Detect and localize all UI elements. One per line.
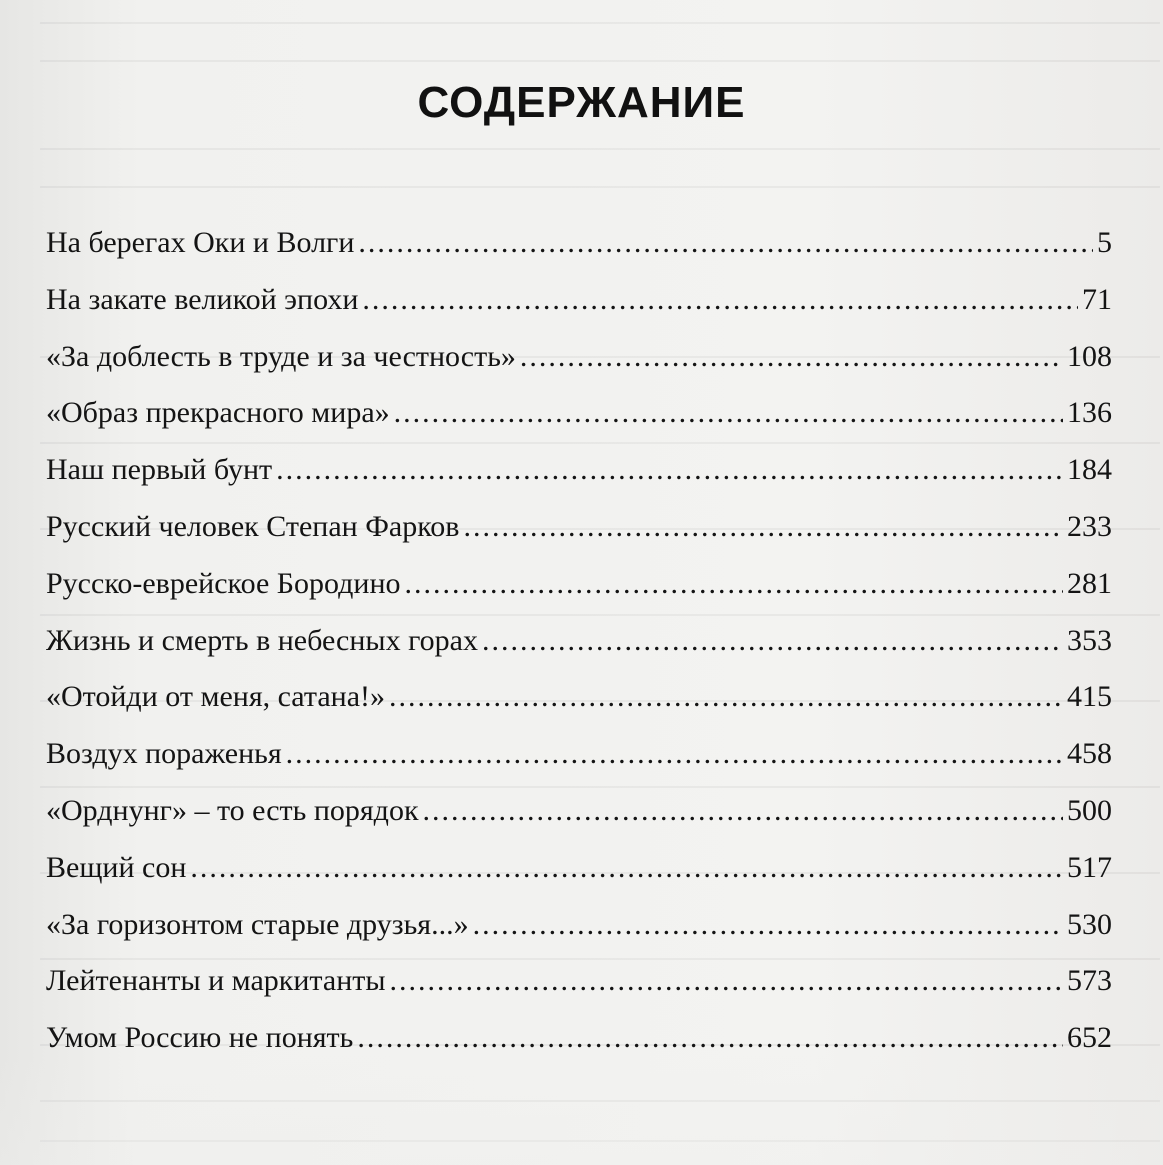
toc-entry bbox=[46, 737, 1112, 794]
dot-leader bbox=[463, 510, 1063, 544]
toc-entry bbox=[46, 340, 1112, 397]
toc-entry-title: Воздух пораженья bbox=[46, 737, 282, 771]
toc-entry bbox=[46, 1021, 1112, 1078]
toc-entry-title: Умом Россию не понять bbox=[46, 1021, 354, 1055]
toc-entry-title: Русско-еврейское Бородино bbox=[46, 566, 401, 600]
dot-leader bbox=[362, 283, 1078, 317]
bleed-through-texture bbox=[40, 1100, 1160, 1102]
toc-entry-title: Русский человек Степан Фарков bbox=[46, 509, 460, 543]
table-of-contents bbox=[46, 226, 1112, 1078]
bleed-through-texture bbox=[40, 148, 1160, 150]
toc-entry-title: «Отойди от меня, сатана!» bbox=[46, 680, 385, 714]
toc-entry-title: Наш первый бунт bbox=[46, 453, 273, 487]
dot-leader bbox=[390, 964, 1063, 998]
toc-entry bbox=[46, 624, 1112, 681]
toc-entry-title: Жизнь и смерть в небесных горах bbox=[46, 623, 478, 657]
toc-entry-page-number: 652 bbox=[1067, 1021, 1112, 1055]
dot-leader bbox=[276, 453, 1063, 487]
dot-leader bbox=[405, 567, 1064, 601]
toc-entry-page-number: 517 bbox=[1067, 850, 1112, 884]
toc-entry bbox=[46, 680, 1112, 737]
toc-entry-title: Вещий сон bbox=[46, 850, 187, 884]
dot-leader bbox=[482, 624, 1063, 658]
toc-entry-title: «За горизонтом старые друзья...» bbox=[46, 907, 469, 941]
toc-entry-page-number: 184 bbox=[1067, 453, 1112, 487]
toc-entry bbox=[46, 226, 1112, 283]
toc-entry bbox=[46, 851, 1112, 908]
dot-leader bbox=[358, 226, 1093, 260]
toc-entry-page-number: 233 bbox=[1067, 509, 1112, 543]
toc-entry bbox=[46, 964, 1112, 1021]
bleed-through-texture bbox=[40, 186, 1160, 188]
toc-entry-page-number: 458 bbox=[1067, 737, 1112, 771]
toc-entry-page-number: 353 bbox=[1067, 623, 1112, 657]
toc-entry-title: «Орднунг» – то есть порядок bbox=[46, 793, 419, 827]
toc-entry-page-number: 108 bbox=[1067, 339, 1112, 373]
page-title: СОДЕРЖАНИЕ bbox=[417, 78, 746, 127]
toc-entry-page-number: 573 bbox=[1067, 964, 1112, 998]
dot-leader bbox=[389, 680, 1063, 714]
dot-leader bbox=[520, 340, 1063, 374]
toc-entry bbox=[46, 908, 1112, 965]
bleed-through-texture bbox=[40, 1140, 1160, 1142]
toc-entry bbox=[46, 283, 1112, 340]
dot-leader bbox=[473, 908, 1063, 942]
toc-entry-title: «Образ прекрасного мира» bbox=[46, 396, 390, 430]
bleed-through-texture bbox=[40, 22, 1160, 24]
toc-entry-page-number: 136 bbox=[1067, 396, 1112, 430]
toc-entry-title: «За доблесть в труде и за честность» bbox=[46, 339, 516, 373]
toc-entry-page-number: 530 bbox=[1067, 907, 1112, 941]
dot-leader bbox=[394, 396, 1063, 430]
toc-entry bbox=[46, 794, 1112, 851]
bleed-through-texture bbox=[40, 60, 1160, 62]
toc-entry-page-number: 5 bbox=[1097, 226, 1112, 259]
toc-entry-page-number: 415 bbox=[1067, 680, 1112, 714]
toc-entry bbox=[46, 510, 1112, 567]
dot-leader bbox=[190, 851, 1063, 885]
toc-entry-title: На берегах Оки и Волги bbox=[46, 226, 355, 259]
toc-entry-title: На закате великой эпохи bbox=[46, 282, 359, 316]
toc-entry bbox=[46, 453, 1112, 510]
dot-leader bbox=[423, 794, 1063, 828]
dot-leader bbox=[357, 1021, 1063, 1055]
toc-entry-page-number: 281 bbox=[1067, 566, 1112, 600]
dot-leader bbox=[286, 737, 1063, 771]
toc-entry-page-number: 500 bbox=[1067, 793, 1112, 827]
toc-entry bbox=[46, 567, 1112, 624]
toc-entry bbox=[46, 396, 1112, 453]
toc-entry-page-number: 71 bbox=[1082, 282, 1112, 316]
toc-entry-title: Лейтенанты и маркитанты bbox=[46, 964, 386, 998]
